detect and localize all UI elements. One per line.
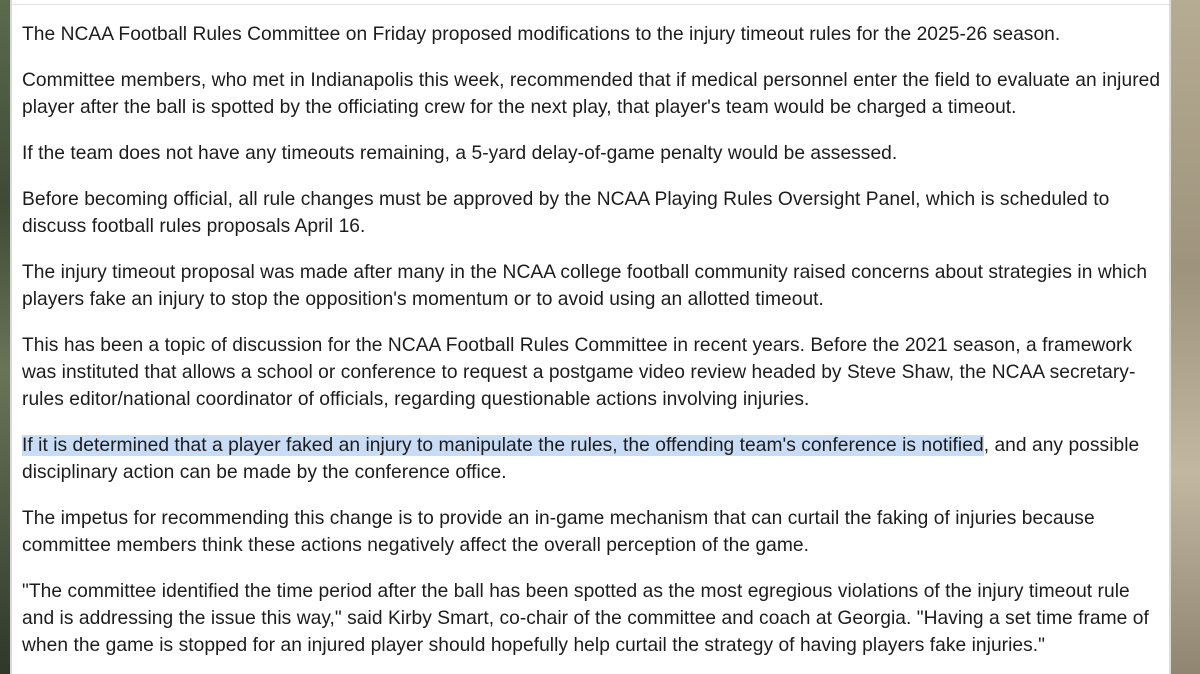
article-paragraph-3: If the team does not have any timeouts remaining, a 5-yard delay-of-game penalty would be assessed. xyxy=(22,143,898,164)
article-paragraph-1: The NCAA Football Rules Committee on Friday proposed modifications to the injury timeout rules for the 2025-26 season. xyxy=(22,24,1061,45)
article-paragraph-4: Before becoming official, all rule changes must be approved by the NCAA Playing Rules Oversight Panel, which is scheduled to discuss football rules proposals April 16. xyxy=(22,189,1110,237)
top-divider xyxy=(12,0,1169,5)
selected-text[interactable]: If it is determined that a player faked an injury to manipulate the rules, the offending team's conference is notified xyxy=(22,435,984,456)
article-paragraph-8: The impetus for recommending this change is to provide an in-game mechanism that can curtail the faking of injuries because committee members think these actions negatively affect the overall perception of the game. xyxy=(22,508,1095,556)
article-paragraph-7 xyxy=(22,432,1162,486)
article-body xyxy=(22,21,1162,674)
article-paragraph-2: Committee members, who met in Indianapolis this week, recommended that if medical personnel enter the field to evaluate an injured player after the ball is spotted by the officiating crew for the next play, that player's team would be charged a timeout. xyxy=(22,70,1161,118)
right-background-image xyxy=(1169,0,1200,674)
article-paragraph-6: This has been a topic of discussion for the NCAA Football Rules Committee in recent years. Before the 2021 season, a framework was instituted that allows a school or conference to request a postgame video review headed by Steve Shaw, the NCAA secretary-rules editor/national coordinator of officials, regarding questionable actions involving injuries. xyxy=(22,335,1136,410)
article-paragraph-9-quote: "The committee identified the time period after the ball has been spotted as the most egregious violations of the injury timeout rule and is addressing the issue this way," said Kirby Smart, co-chair of the committee and coach at Georgia. "Having a set time frame of when the game is stopped for an injured player should hopefully help curtail the strategy of having players fake injuries." xyxy=(22,581,1149,656)
article-paragraph-7-rest: , and any possible disciplinary action can be made by the conference office. xyxy=(22,435,1140,483)
left-background-image xyxy=(0,0,12,674)
article-paragraph-5: The injury timeout proposal was made after many in the NCAA college football community raised concerns about strategies in which players fake an injury to stop the opposition's momentum or to avoid using an allotted timeout. xyxy=(22,262,1148,310)
